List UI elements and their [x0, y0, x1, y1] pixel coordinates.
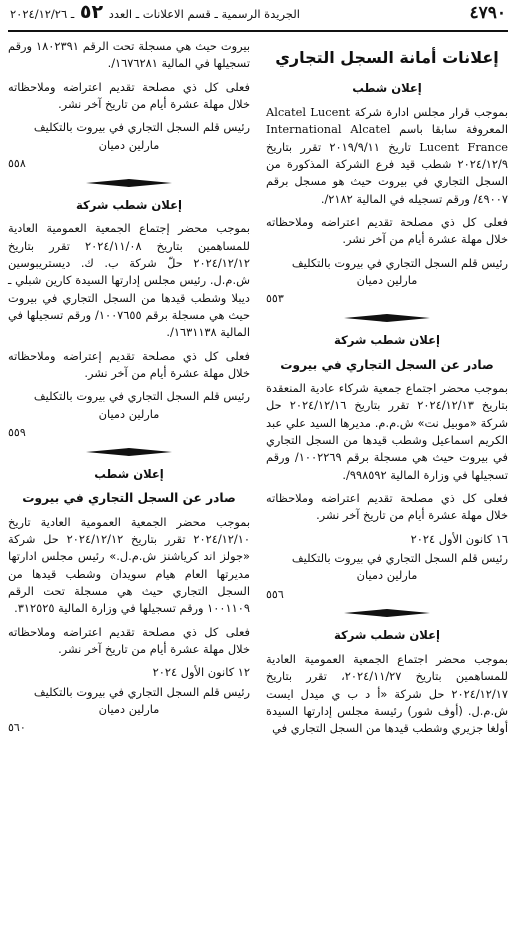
signatory-name: مارلين دميان [98, 406, 160, 421]
objection-notice: فعلى كل ذي مصلحة تقديم اعتراضه وملاحظاته خلال مهلة عشرة أيام من آخر نشر. [266, 214, 508, 247]
issue-number: ٥٢ [79, 1, 104, 24]
page-number: ٤٧٩٠ [469, 3, 506, 24]
company-former-name-latin: International Alcatel Lucent France [266, 122, 509, 154]
issue-date: ـ ٢٠٢٤/١٢/٢٦ [10, 7, 75, 22]
signatory-name: مارلين دميان [98, 702, 160, 717]
notice-reference: ٥٦٠ [8, 721, 26, 735]
notice-reference: ٥٥٩ [8, 425, 26, 439]
notice-body [266, 104, 508, 208]
notice-reference: ٥٥٦ [266, 587, 284, 601]
running-header [10, 0, 300, 27]
notice-reference: ٥٥٣ [266, 292, 284, 306]
notice-date: ١٦ كانون الأول ٢٠٢٤ [410, 531, 508, 546]
objection-notice: فعلى كل ذي مصلحة تقديم اعتراضه وملاحظاته خلال مهلة عشرة أيام من تاريخ آخر نشر. [8, 79, 250, 111]
notice-560 [8, 466, 250, 737]
objection-notice: فعلى كل ذي مصلحة تقديم اعتراضه وملاحظاته خلال مهلة عشرة أيام من تاريخ آخر نشر. [8, 624, 250, 657]
notice-body: بموجب محضر الجمعية العمومية العادية تاريخ ٢٠٢٤/١٢/١٠ تقرر بتاريخ ٢٠٢٤/١٢/١٢ حل شركة «جولز اند كرياشنز ش.م.ل.» رئيس مجلس ادارتها مديرتها العام هيام سويدان وشطب قيدها من السجل التجاري حيث هي مسجلة تحت الرقم ١٠٠١١٠٩ ورقم تسجيلها في وزارة المالية ٣١٢٥٢٥. [8, 514, 250, 616]
right-column [266, 38, 508, 744]
notice-559 [8, 197, 250, 442]
separator-rule [86, 448, 172, 456]
notice-continued [266, 627, 508, 737]
signatory-title: رئيس قلم السجل التجاري في بيروت بالتكليف [33, 120, 250, 135]
body-text: تاريخ ٢٠١٩/٩/١١ تقرر بتاريخ ٢٠٢٤/١٢/٩ شطب قيد فرع الشركة المذكورة من السجل التجاري في بيروت حيث هو مسجل برقم ٤٩٠٠٧/ ورقم تسجيله في المالية ٢١٨٢/. [266, 139, 508, 206]
signatory-title: رئيس قلم السجل التجاري في بيروت بالتكليف [33, 684, 250, 699]
notice-body: بموجب محضر اجتماع الجمعية العمومية العادية للمساهمين بتاريخ ٢٠٢٤/١١/٢٧، تقرر بتاريخ ٢٠٢٤/١٢/١٧ حل شركة «أ د ب ي ميدل ايست ش.م.ل. (أوف شور) رئيسة مجلس إدارتها السيدة أولغا جزيري وشطب قيدها من السجل التجاري في [266, 652, 508, 736]
notice-title: إعلان شطب شركة [75, 197, 183, 212]
signatory-name: مارلين دميان [356, 568, 418, 583]
signatory-title: رئيس قلم السجل التجاري في بيروت بالتكليف [291, 551, 508, 566]
notice-date: ١٢ كانون الأول ٢٠٢٤ [152, 665, 250, 680]
notice-title: إعلان شطب شركة [333, 332, 441, 347]
separator-rule [86, 179, 172, 187]
publication-title: الجريدة الرسمية ـ قسم الاعلانات ـ العدد [108, 7, 300, 22]
objection-notice: فعلى كل ذي مصلحة تقديم إعتراضه وملاحظاته خلال مهلة عشرة أيام من آخر نشر. [8, 348, 250, 380]
notice-body-continued: بيروت حيث هي مسجلة تحت الرقم ١٨٠٢٣٩١ ورقم تسجيلها في المالية ١٦٧٦٢٨١/. [8, 39, 251, 71]
notice-body: بموجب محضر إجتماع الجمعية العمومية العادية للمساهمين بتاريخ ٢٠٢٤/١١/٠٨ تقرر بتاريخ ٢٠٢٤/١٢/١٢ حلّ شركة ب. ك. ديستريبوسين ش.م.ل. رئيس مجلس إدارتها السيدة كارين شبلي ـ ديبلا وشطب قيدها من السجل التجاري في بيروت حيث هي مسجلة برقم ١٠٠٧٦٥٥/ ورقم تسجيلها في المالية ١٦٣١١٣٨/. [8, 221, 251, 340]
signatory-title: رئيس قلم السجل التجاري في بيروت بالتكليف [291, 255, 508, 270]
notice-subtitle: صادر عن السجل التجاري في بيروت [280, 357, 494, 372]
signatory-name: مارلين دميان [98, 137, 160, 152]
left-column [8, 38, 250, 744]
separator-rule [344, 314, 430, 322]
notice-title: إعلان شطب [94, 466, 164, 481]
company-name-latin: Alcatel Lucent [266, 104, 351, 119]
notice-reference: ٥٥٨ [8, 156, 26, 170]
page-header [8, 1, 508, 32]
signatory-name: مارلين دميان [356, 272, 418, 287]
notice-title: إعلان شطب شركة [333, 628, 441, 643]
body-text: بموجب قرار مجلس ادارة شركة [354, 104, 509, 119]
separator-rule [344, 609, 430, 617]
notice-556 [266, 332, 508, 603]
signatory-title: رئيس قلم السجل التجاري في بيروت بالتكليف [33, 389, 250, 404]
body-text: المعروفة سابقا باسم [399, 122, 508, 137]
section-title: إعلانات أمانة السجل التجاري [275, 48, 499, 67]
notice-body: بموجب محضر اجتماع جمعية شركاء عادية المنعقدة بتاريخ ٢٠٢٤/١٢/١٣ تقرر بتاريخ ٢٠٢٤/١٢/١٦ حل شركة «موبيل نت» ش.م.م. مديرها السيد علي عبد الكريم اسماعيل وشطب قيدها من السجل التجاري في بيروت حيث هي مسجلة برقم ١٠٠٢٢٦٩/ ورقم تسجيلها في وزارة المالية ٩٩٨٥٩٢/. [266, 381, 508, 482]
notice-553 [266, 80, 508, 308]
objection-notice: فعلى كل ذي مصلحة تقديم اعتراضه وملاحظاته خلال مهلة عشرة أيام من تاريخ آخر نشر. [266, 491, 508, 523]
notice-subtitle: صادر عن السجل التجاري في بيروت [22, 491, 236, 506]
notice-title: إعلان شطب [352, 81, 422, 96]
columns [8, 38, 508, 744]
notice-558 [8, 38, 250, 173]
